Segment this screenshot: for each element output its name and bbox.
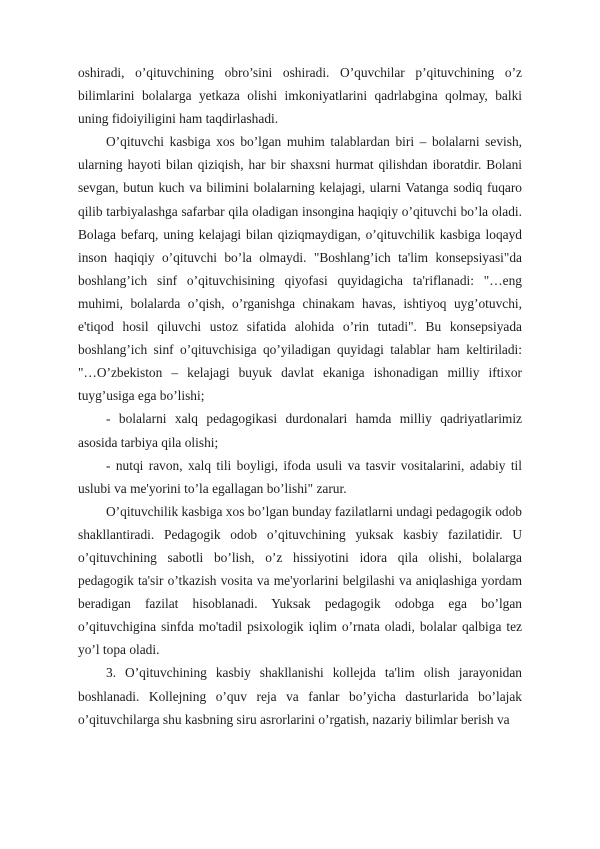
list-item-folk-pedagogy: - bolalarni xalq pedagogikasi durdonalari hamda milliy qadriyatlarimiz asosida tarbiya qila olishi;: [78, 411, 522, 450]
paragraph-professional-formation: 3. O’qituvchining kasbiy shakllanishi kollejda ta'lim olish jarayonidan boshlanadi. Kollejning o’quv reja va fanlar bo’yicha dasturlarida bo’lajak o’qituvchilarga shu kasbning siru asrorlarini o’rgatish, nazariy bilimlar berish va: [78, 665, 522, 727]
paragraph-pedagogical-ethics: O’qituvchilik kasbiga xos bo’lgan bunday fazilatlarni undagi pedagogik odob shakllantiradi. Pedagogik odob o’qituvchining yuksak kasbiy fazilatidir. U o’qituvchining sabotli bo’lish, o’z hissiyotini idora qila olishi, bolalarga pedagogik ta'sir o’tkazish vosita va me'yorlarini belgilashi va aniqlashiga yordam beradigan fazilat hisoblanadi. Yuksak pedagogik odobga ega bo’lgan o’qituvchigina sinfda mo'tadil psixologik iqlim o’rnata oladi, bolalar qalbiga tez yo’l topa oladi.: [78, 503, 522, 658]
paragraph-teacher-requirements: O’qituvchi kasbiga xos bo’lgan muhim talablardan biri – bolalarni sevish, ularning hayoti bilan qiziqish, har bir shaxsni hurmat qilishdan iboratdir. Bolani sevgan, butun kuch va bilimini bolalarning kelajagi, ularni Vatanga sodiq fuqaro qilib tarbiyalashga safarbar qila oladigan insongina haqiqiy o’qituvchi bo’la oladi. Bolaga befarq, uning kelajagi bilan qiziqmaydigan, o’qituvchilik kasbiga loqayd inson haqiqiy o’qituvchi bo’la olmaydi. "Boshlang’ich ta'lim konsepsiyasi"da boshlang’ich sinf o’qituvchisining qiyofasi quyidagicha ta'riflanadi: "…eng muhimi, bolalarda o’qish, o’rganishga chinakam havas, ishtiyoq uyg’otuvchi, e'tiqod hosil qiluvchi ustoz sifatida alohida o’rin tutadi". Bu konsepsiyada boshlang’ich sinf o’qituvchisiga qo’yiladigan quyidagi talablar ham keltiriladi: "…O’zbekiston – kelajagi buyuk davlat ekaniga ishonadigan milliy iftixor tuyg’usiga ega bo’lishi;: [78, 134, 522, 404]
paragraph-continuation: oshiradi, o’qituvchining obro’sini oshiradi. O’quvchilar p’qituvchining o’z bilimlarini bolalarga yetkaza olishi imkoniyatlarini qadrlabgina qolmay, balki uning fidoiyiligini ham taqdirlashadi.: [78, 65, 522, 127]
list-item-speech: - nutqi ravon, xalq tili boyligi, ifoda usuli va tasvir vositalarini, adabiy til uslubi va me'yorini to’la egallagan bo’lishi" zarur.: [78, 457, 522, 496]
